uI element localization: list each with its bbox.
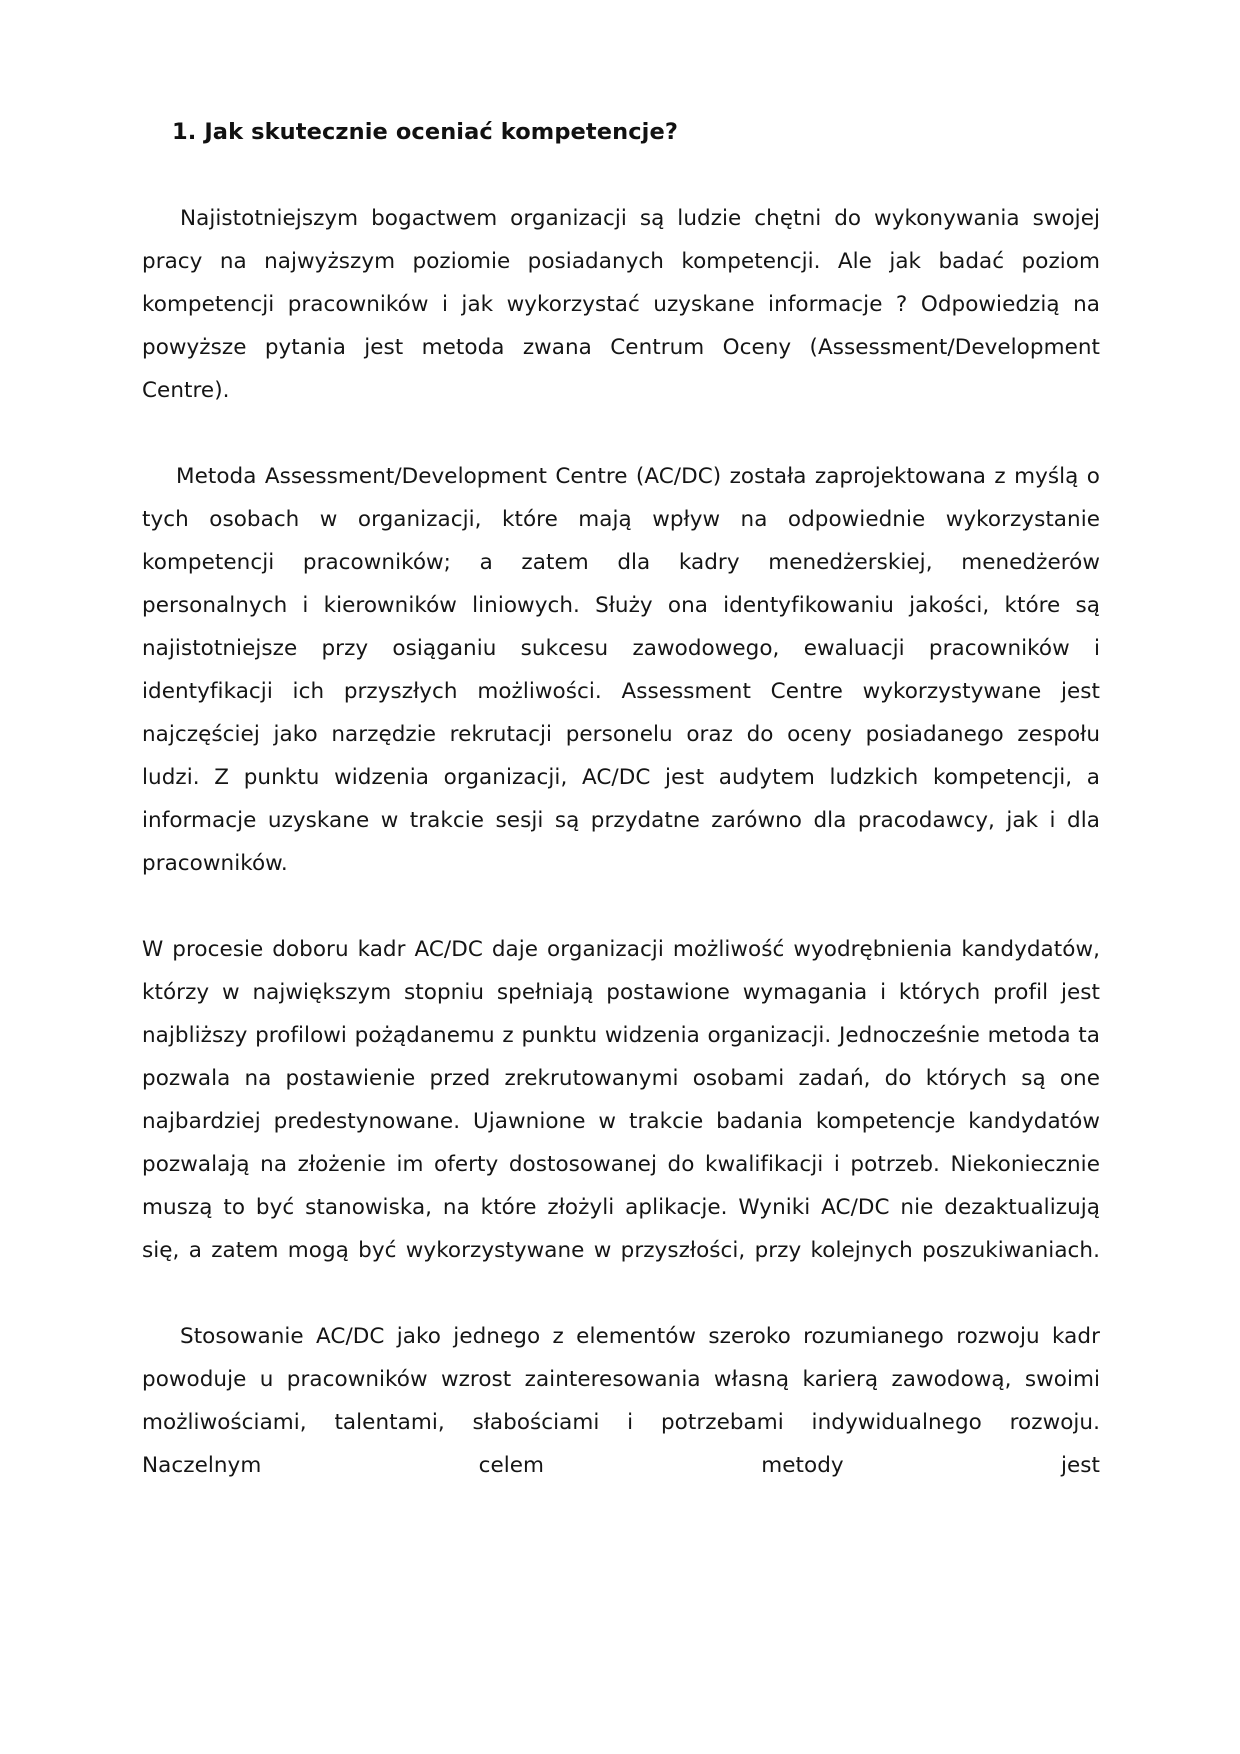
paragraph-3: W procesie doboru kadr AC/DC daje organizacji możliwość wyodrębnienia kandydatów, którzy w największym stopniu spełniają postawione wymagania i których profil jest najbliższy profilowi pożądanemu z punktu widzenia organizacji. Jednocześnie metoda ta pozwala na postawienie przed zrekrutowanymi osobami zadań, do których są one najbardziej predestynowane. Ujawnione w trakcie badania kompetencje kandydatów pozwalają na złożenie im oferty dostosowanej do kwalifikacji i potrzeb. Niekoniecznie muszą to być stanowiska, na które złożyli aplikacje. Wyniki AC/DC nie dezaktualizują się, a zatem mogą być wykorzystywane w przyszłości, przy kolejnych poszukiwaniach. [142, 937, 1100, 1264]
document-body [142, 197, 1100, 1530]
paragraph-4: Stosowanie AC/DC jako jednego z elementów szeroko rozumianego rozwoju kadr powoduje u pracowników wzrost zainteresowania własną karierą zawodową, swoimi możliwościami, talentami, słabościami i potrzebami indywidualnego rozwoju. Naczelnym celem metody jest [142, 1324, 1100, 1479]
paragraph-2: Metoda Assessment/Development Centre (AC/DC) została zaprojektowana z myślą o tych osobach w organizacji, które mają wpływ na odpowiednie wykorzystanie kompetencji pracowników; a zatem dla kadry menedżerskiej, menedżerów personalnych i kierowników liniowych. Służy ona identyfikowaniu jakości, które są najistotniejsze przy osiąganiu sukcesu zawodowego, ewaluacji pracowników i identyfikacji ich przyszłych możliwości. Assessment Centre wykorzystywane jest najczęściej jako narzędzie rekrutacji personelu oraz do oceny posiadanego zespołu ludzi. Z punktu widzenia organizacji, AC/DC jest audytem ludzkich kompetencji, a informacje uzyskane w trakcie sesji są przydatne zarówno dla pracodawcy, jak i dla pracowników. [142, 464, 1100, 877]
paragraph-1: Najistotniejszym bogactwem organizacji są ludzie chętni do wykonywania swojej pracy na najwyższym poziomie posiadanych kompetencji. Ale jak badać poziom kompetencji pracowników i jak wykorzystać uzyskane informacje ? Odpowiedzią na powyższe pytania jest metoda zwana Centrum Oceny (Assessment/Development Centre). [142, 206, 1100, 404]
page-title: 1. Jak skutecznie oceniać kompetencje? [172, 119, 678, 145]
